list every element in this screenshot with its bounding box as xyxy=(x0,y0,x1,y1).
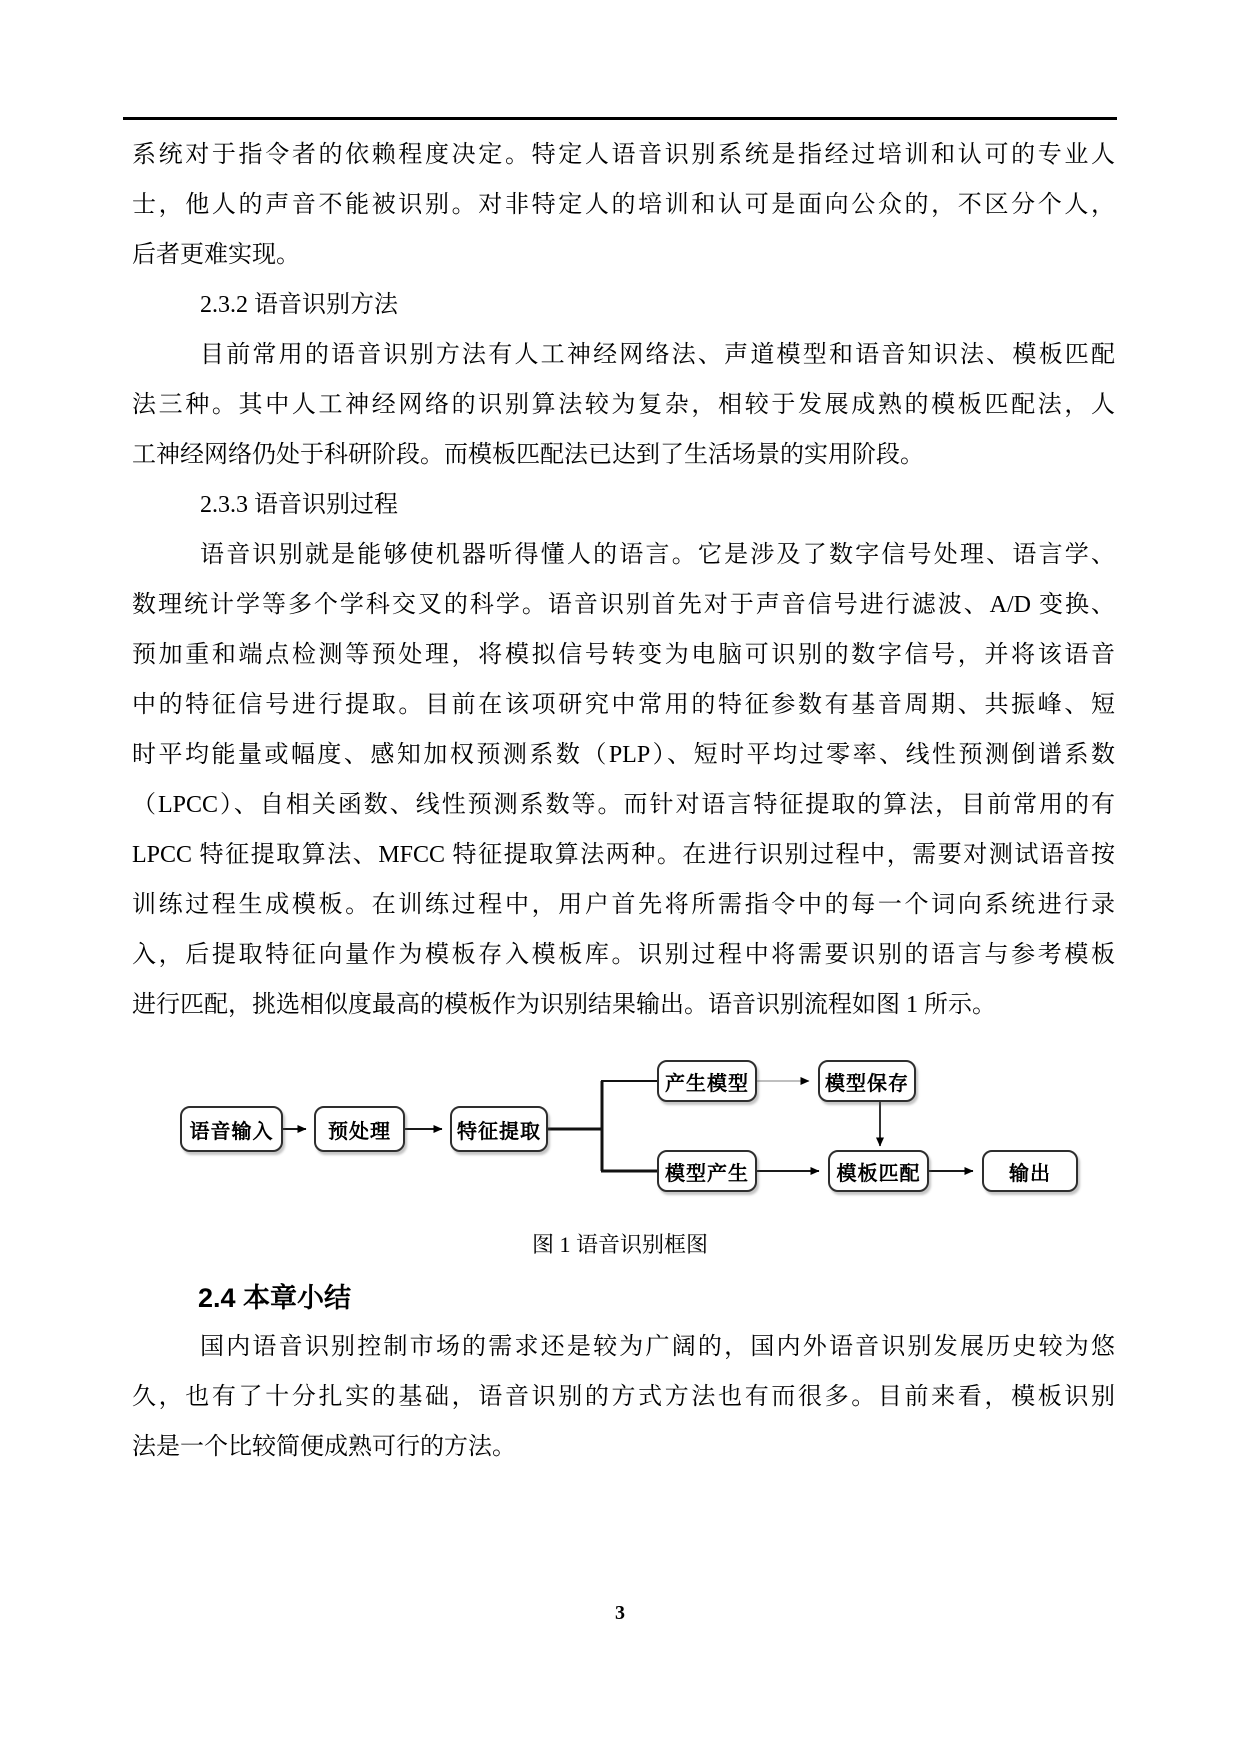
paragraph-line: 士，他人的声音不能被识别。对非特定人的培训和认可是面向公众的，不区分个人， xyxy=(132,192,1115,218)
body-text xyxy=(132,130,1115,1030)
flow-node-feature-extract: 特征提取 xyxy=(450,1106,548,1152)
paragraph-line: 国内语音识别控制市场的需求还是较为广阔的，国内外语音识别发展历史较为悠 xyxy=(200,1334,1115,1360)
paragraph-line: 目前常用的语音识别方法有人工神经网络法、声道模型和语音知识法、模板匹配 xyxy=(200,342,1115,368)
paragraph-line: LPCC 特征提取算法、MFCC 特征提取算法两种。在进行识别过程中，需要对测试语音按 xyxy=(132,842,1115,868)
flow-node-preprocess: 预处理 xyxy=(314,1106,405,1152)
flow-node-model-generate: 模型产生 xyxy=(657,1150,757,1192)
flow-node-template-match: 模板匹配 xyxy=(828,1150,929,1192)
paragraph-line: 久，也有了十分扎实的基础，语音识别的方式方法也有而很多。目前来看，模板识别 xyxy=(132,1384,1115,1410)
paragraph-line: 语音识别就是能够使机器听得懂人的语言。它是涉及了数字信号处理、语言学、 xyxy=(200,542,1115,568)
paragraph-line: 后者更难实现。 xyxy=(132,242,300,268)
paragraph-line: 训练过程生成模板。在训练过程中，用户首先将所需指令中的每一个词向系统进行录 xyxy=(132,892,1115,918)
figure-caption: 图 1 语音识别框图 xyxy=(531,1232,708,1257)
section-heading-2-3-3: 2.3.3 语音识别过程 xyxy=(200,492,398,518)
flow-node-generate-model: 产生模型 xyxy=(657,1060,757,1102)
header-rule xyxy=(123,117,1117,120)
paragraph-line: 进行匹配，挑选相似度最高的模板作为识别结果输出。语音识别流程如图 1 所示。 xyxy=(132,992,996,1018)
paragraph-line: （LPCC）、自相关函数、线性预测系数等。而针对语言特征提取的算法，目前常用的有 xyxy=(132,792,1115,818)
flow-node-voice-input: 语音输入 xyxy=(180,1106,283,1152)
paragraph-line: 法三种。其中人工神经网络的识别算法较为复杂，相较于发展成熟的模板匹配法，人 xyxy=(132,392,1115,418)
paragraph-line: 工神经网络仍处于科研阶段。而模板匹配法已达到了生活场景的实用阶段。 xyxy=(132,442,924,468)
paragraph-line: 数理统计学等多个学科交叉的科学。语音识别首先对于声音信号进行滤波、A/D 变换、 xyxy=(132,592,1115,618)
page-number: 3 xyxy=(615,1602,625,1624)
paragraph-line: 入，后提取特征向量作为模板存入模板库。识别过程中将需要识别的语言与参考模板 xyxy=(132,942,1115,968)
paragraph-line: 预加重和端点检测等预处理，将模拟信号转变为电脑可识别的数字信号，并将该语音 xyxy=(132,642,1115,668)
flow-node-model-save: 模型保存 xyxy=(818,1060,916,1102)
paragraph-line: 中的特征信号进行提取。目前在该项研究中常用的特征参数有基音周期、共振峰、短 xyxy=(132,692,1115,718)
paragraph-line: 法是一个比较简便成熟可行的方法。 xyxy=(132,1434,516,1460)
section-heading-2-3-2: 2.3.2 语音识别方法 xyxy=(200,292,398,318)
paragraph-line: 系统对于指令者的依赖程度决定。特定人语音识别系统是指经过培训和认可的专业人 xyxy=(132,142,1115,168)
flow-node-output: 输出 xyxy=(982,1150,1078,1192)
speech-recognition-flowchart xyxy=(0,1040,1240,1210)
paragraph-line: 时平均能量或幅度、感知加权预测系数（PLP）、短时平均过零率、线性预测倒谱系数 xyxy=(132,742,1115,768)
summary-paragraph xyxy=(132,1322,1115,1472)
section-heading-2-4: 2.4 本章小结 xyxy=(198,1283,352,1313)
